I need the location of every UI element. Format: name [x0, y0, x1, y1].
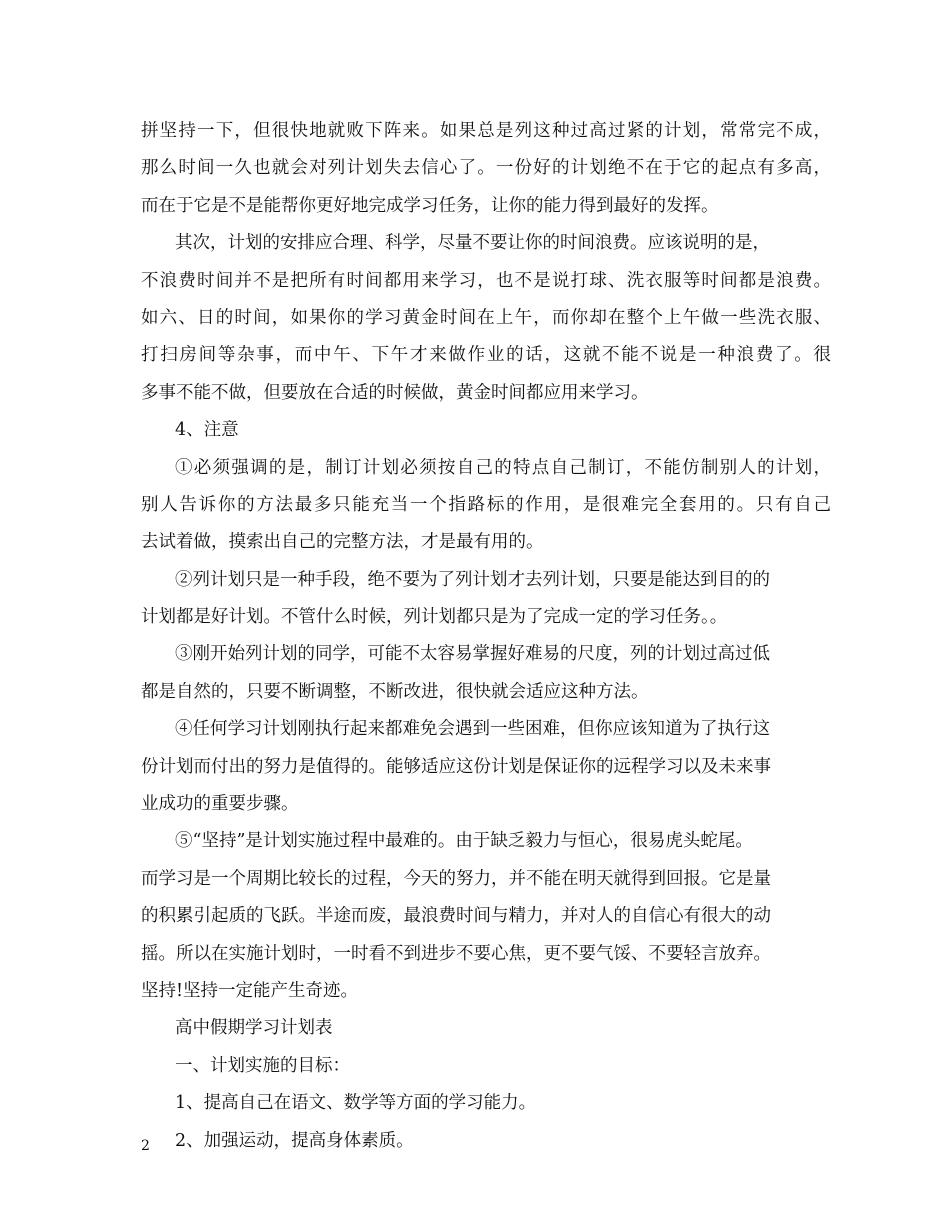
text-line: 打扫房间等杂事，而中午、下午才来做作业的话，这就不能不说是一种浪费了。很 — [141, 345, 831, 366]
text-line: 其次，计划的安排应合理、科学，尽量不要让你的时间浪费。应该说明的是， — [175, 233, 770, 254]
text-line: 1、提高自己在语文、数学等方面的学习能力。 — [175, 1093, 537, 1114]
page-number: 2 — [141, 1138, 150, 1154]
text-line: 别人告诉你的方法最多只能充当一个指路标的作用，是很难完全套用的。只有自己 — [141, 494, 831, 515]
text-line: 而在于它是不是能帮你更好地完成学习任务，让你的能力得到最好的发挥。 — [141, 195, 719, 216]
text-line: ②列计划只是一种手段，绝不要为了列计划才去列计划，只要是能达到目的的 — [175, 569, 770, 590]
text-line: 份计划而付出的努力是值得的。能够适应这份计划是保证你的远程学习以及未来事 — [141, 756, 771, 777]
text-line: 摇。所以在实施计划时，一时看不到进步不要心焦，更不要气馁、不要轻言放弃。 — [141, 943, 771, 964]
text-line: 业成功的重要步骤。 — [141, 794, 299, 815]
text-line: 高中假期学习计划表 — [175, 1018, 333, 1039]
text-line: 4、注意 — [175, 420, 239, 441]
text-line: 都是自然的，只要不断调整，不断改进，很快就会适应这种方法。 — [141, 681, 649, 702]
text-line: 那么时间一久也就会对列计划失去信心了。一份好的计划绝不在于它的起点有多高， — [141, 158, 831, 179]
document-body — [141, 113, 831, 1160]
text-line: ①必须强调的是，制订计划必须按自己的特点自己制订，不能仿制别人的计划， — [175, 457, 831, 478]
text-line: 如六、日的时间，如果你的学习黄金时间在上午，而你却在整个上午做一些洗衣服、 — [141, 307, 831, 328]
text-line: 计划都是好计划。不管什么时候，列计划都只是为了完成一定的学习任务。。 — [141, 607, 728, 628]
text-line: ④任何学习计划刚执行起来都难免会遇到一些困难，但你应该知道为了执行这 — [175, 719, 770, 740]
text-line: 多事不能不做，但要放在合适的时候做，黄金时间都应用来学习。 — [141, 382, 649, 403]
text-line: 而学习是一个周期比较长的过程，今天的努力，并不能在明天就得到回报。它是量 — [141, 868, 771, 889]
text-line: 的积累引起质的飞跃。半途而废，最浪费时间与精力，并对人的自信心有很大的动 — [141, 906, 771, 927]
text-line: ③刚开始列计划的同学，可能不太容易掌握好难易的尺度，列的计划过高过低 — [175, 644, 770, 665]
text-line: 2、加强运动，提高身体素质。 — [175, 1130, 414, 1151]
text-line: ⑤“坚持”是计划实施过程中最难的。由于缺乏毅力与恒心，很易虎头蛇尾。 — [175, 831, 753, 852]
text-line: 一、计划实施的目标： — [175, 1055, 350, 1076]
text-line: 去试着做，摸索出自己的完整方法，才是最有用的。 — [141, 532, 544, 553]
text-line: 不浪费时间并不是把所有时间都用来学习，也不是说打球、洗衣服等时间都是浪费。 — [141, 270, 831, 291]
text-line: 坚持!坚持一定能产生奇迹。 — [141, 980, 359, 1001]
text-line: 拼坚持一下，但很快地就败下阵来。如果总是列这种过高过紧的计划，常常完不成， — [141, 121, 831, 141]
